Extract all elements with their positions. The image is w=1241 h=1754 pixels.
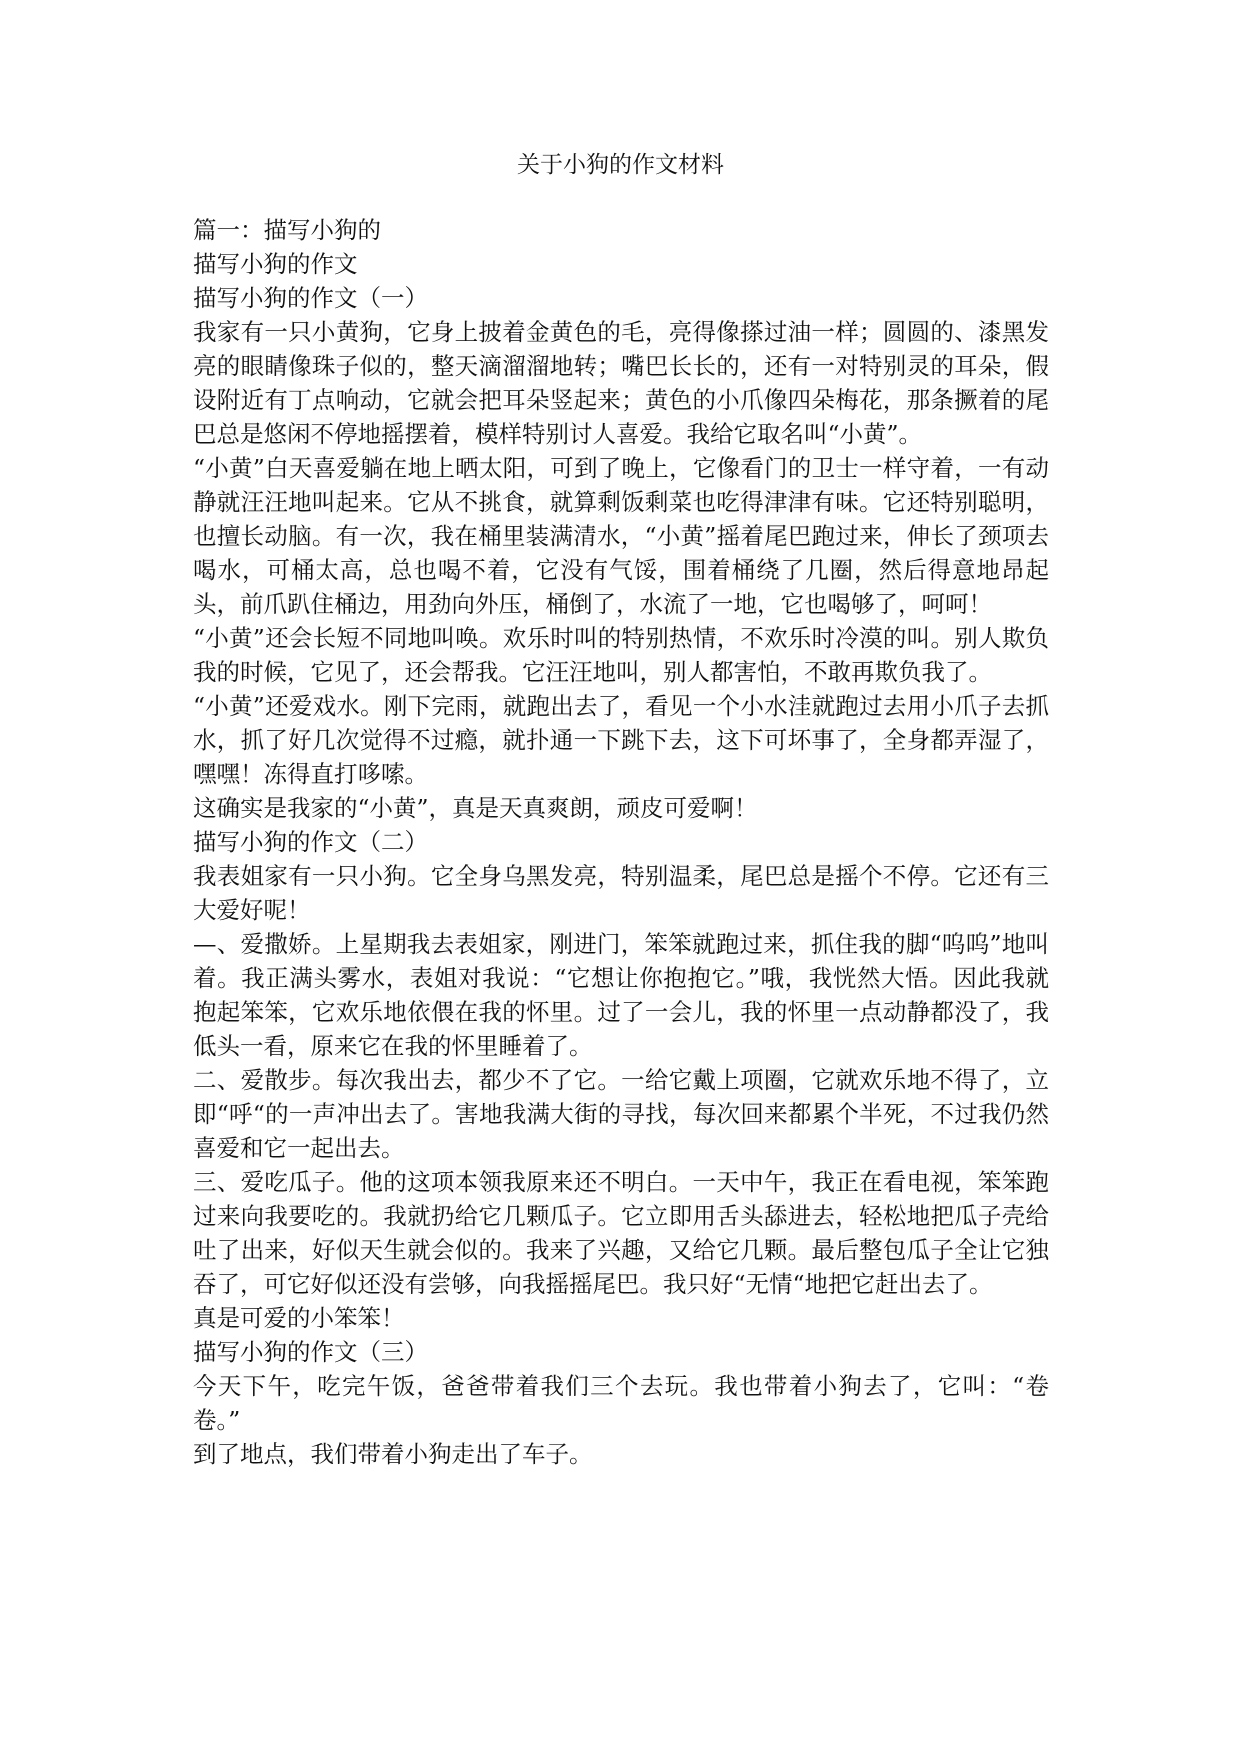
document-body: [193, 213, 1049, 1471]
paragraph: 三、爱吃瓜子。他的这项本领我原来还不明白。一天中午，我正在看电视，笨笨跑过来向我要吃的。我就扔给它几颗瓜子。它立即用舌头舔进去，轻松地把瓜子壳给吐了出来，好似天生就会似的。我来了兴趣，又给它几颗。最后整包瓜子全让它独吞了，可它好似还没有尝够，向我摇摇尾巴。我只好“无情“地把它赶出去了。: [193, 1168, 1049, 1298]
paragraph: “小黄”还会长短不同地叫唤。欢乐时叫的特别热情，不欢乐时冷漠的叫。别人欺负我的时候，它见了，还会帮我。它汪汪地叫，别人都害怕，不敢再欺负我了。: [193, 624, 1049, 686]
document-title: 关于小狗的作文材料: [517, 152, 724, 178]
paragraph: 今天下午，吃完午饭，爸爸带着我们三个去玩。我也带着小狗去了，它叫：“卷卷。”: [193, 1372, 1049, 1434]
paragraph: —、爱撒娇。上星期我去表姐家，刚进门，笨笨就跑过来，抓住我的脚“呜呜”地叫着。我正满头雾水，表姐对我说：“它想让你抱抱它。”哦，我恍然大悟。因此我就抱起笨笨，它欢乐地依偎在我的怀里。过了一会儿，我的怀里一点动静都没了，我低头一看，原来它在我的怀里睡着了。: [193, 930, 1049, 1060]
paragraph: 这确实是我家的“小黄”，真是天真爽朗，顽皮可爱啊！: [193, 794, 758, 822]
paragraph: “小黄”白天喜爱躺在地上晒太阳，可到了晚上，它像看门的卫士一样守着，一有动静就汪汪地叫起来。它从不挑食，就算剩饭剩菜也吃得津津有味。它还特别聪明，也擅长动脑。有一次，我在桶里装满清水，“小黄”摇着尾巴跑过来，伸长了颈项去喝水，可桶太高，总也喝不着，它没有气馁，围着桶绕了几圈，然后得意地昂起头，前爪趴住桶边，用劲向外压，桶倒了，水流了一地，它也喝够了，呵呵！: [193, 454, 1049, 618]
paragraph: 我家有一只小黄狗，它身上披着金黄色的毛，亮得像搽过油一样；圆圆的、漆黑发亮的眼睛像珠子似的，整天滴溜溜地转；嘴巴长长的，还有一对特别灵的耳朵，假设附近有丁点响动，它就会把耳朵竖起来；黄色的小爪像四朵梅花，那条撅着的尾巴总是悠闲不停地摇摆着，模样特别讨人喜爱。我给它取名叫“小黄”。: [193, 318, 1049, 448]
section-heading: 描写小狗的作文: [193, 250, 358, 278]
paragraph: 真是可爱的小笨笨！: [193, 1304, 405, 1332]
section-heading: 描写小狗的作文（一）: [193, 284, 428, 312]
section-heading: 描写小狗的作文（二）: [193, 828, 428, 856]
paragraph: 二、爱散步。每次我出去，都少不了它。一给它戴上项圈，它就欢乐地不得了，立即“呼“的一声冲出去了。害地我满大街的寻找，每次回来都累个半死，不过我仍然喜爱和它一起出去。: [193, 1066, 1049, 1162]
paragraph: “小黄”还爱戏水。刚下完雨，就跑出去了，看见一个小水洼就跑过去用小爪子去抓水，抓了好几次觉得不过瘾，就扑通一下跳下去，这下可坏事了，全身都弄湿了，嘿嘿！冻得直打哆嗦。: [193, 692, 1049, 788]
section-heading: 篇一：描写小狗的: [193, 216, 381, 244]
section-heading: 描写小狗的作文（三）: [193, 1338, 428, 1366]
paragraph: 我表姐家有一只小狗。它全身乌黑发亮，特别温柔，尾巴总是摇个不停。它还有三大爱好呢！: [193, 862, 1049, 924]
paragraph: 到了地点，我们带着小狗走出了车子。: [193, 1440, 593, 1468]
